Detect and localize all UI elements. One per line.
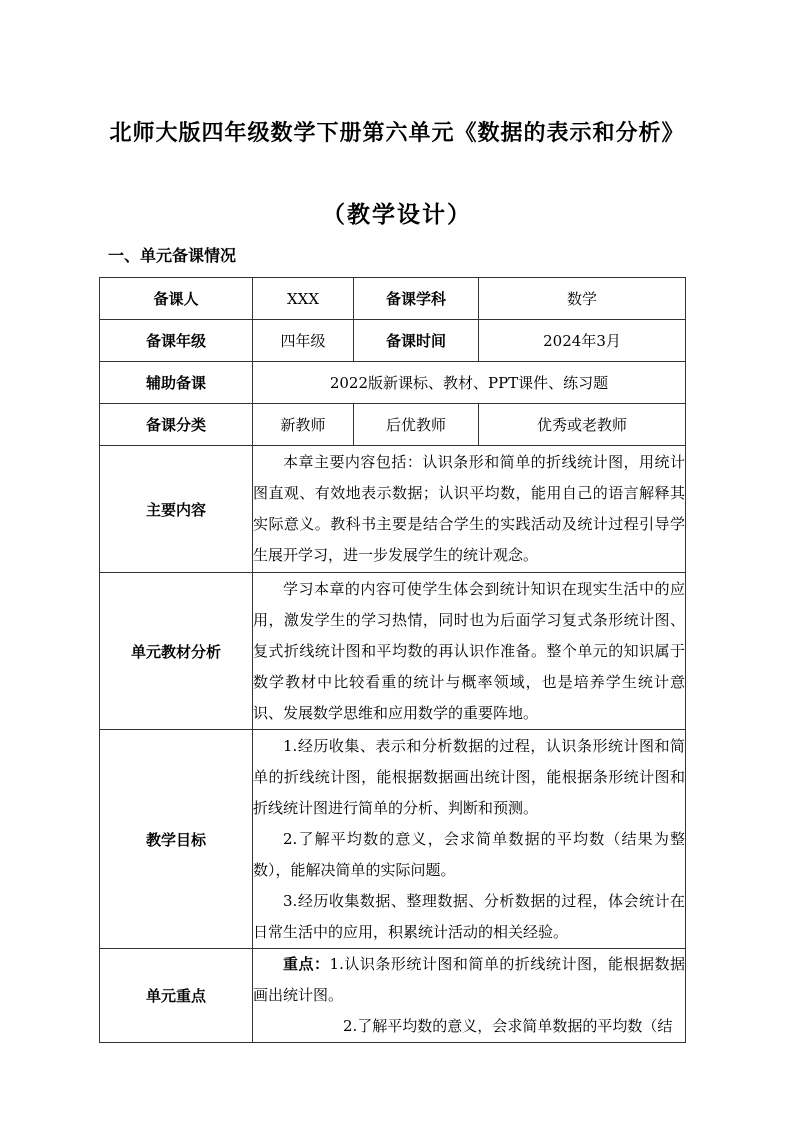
analysis-cell	[253, 573, 686, 730]
key-points-cell	[253, 949, 686, 1043]
grade-label: 备课年级	[100, 320, 253, 362]
preparer-value: XXX	[253, 278, 354, 320]
table-row	[100, 278, 686, 320]
preparer-label: 备课人	[100, 278, 253, 320]
goal-item: 1.经历收集、表示和分析数据的过程，认识条形统计图和简单的折线统计图，能根据数据画出统计图，能根据条形统计图和折线统计图进行简单的分析、判断和预测。	[253, 736, 685, 817]
table-row	[100, 730, 686, 949]
table-row	[100, 949, 686, 1043]
category-option: 优秀或老教师	[479, 404, 686, 446]
category-option: 新教师	[253, 404, 354, 446]
subject-label: 备课学科	[354, 278, 479, 320]
document-subtitle: （教学设计）	[322, 202, 472, 228]
goals-label: 教学目标	[100, 730, 253, 949]
goals-cell	[253, 730, 686, 949]
goal-item: 3.经历收集数据、整理数据、分析数据的过程，体会统计在日常生活中的应用，积累统计活动的相关经验。	[253, 891, 685, 941]
grade-value: 四年级	[253, 320, 354, 362]
analysis-text: 学习本章的内容可使学生体会到统计知识在现实生活中的应用，激发学生的学习热情，同时也为后面学习复式条形统计图、复式折线统计图和平均数的再认识作准备。整个单元的知识属于数学教材中比较看重的统计与概率领域，也是培养学生统计意识、发展数学思维和应用数学的重要阵地。	[253, 579, 685, 722]
table-row	[100, 320, 686, 362]
table-row	[100, 404, 686, 446]
time-value: 2024年3月	[479, 320, 686, 362]
main-content-text: 本章主要内容包括：认识条形和简单的折线统计图，用统计图直观、有效地表示数据；认识平均数，能用自己的语言解释其实际意义。教科书主要是结合学生的实践活动及统计过程引导学生展开学习，进一步发展学生的统计观念。	[253, 453, 685, 564]
key-points-line1: 1.认识条形统计图和简单的折线统计图，能根据数据画出统计图。	[253, 955, 685, 1004]
section-heading: 一、单元备课情况	[108, 246, 237, 265]
subject-value: 数学	[479, 278, 686, 320]
main-content-label: 主要内容	[100, 446, 253, 573]
document-title: 北师大版四年级数学下册第六单元《数据的表示和分析》	[109, 121, 685, 146]
goal-item: 2.了解平均数的意义，会求简单数据的平均数（结果为整数），能解决简单的实际问题。	[253, 829, 685, 879]
table-row	[100, 446, 686, 573]
key-points-line2: 2.了解平均数的意义，会求简单数据的平均数（结	[343, 1017, 673, 1035]
key-points-lead: 重点：	[283, 955, 330, 973]
analysis-label: 单元教材分析	[100, 573, 253, 730]
category-label: 备课分类	[100, 404, 253, 446]
resources-value: 2022版新课标、教材、PPT课件、练习题	[253, 362, 686, 404]
key-points-label: 单元重点	[100, 949, 253, 1043]
lesson-plan-table	[99, 277, 686, 1043]
category-option: 后优教师	[354, 404, 479, 446]
table-row	[100, 362, 686, 404]
table-row	[100, 573, 686, 730]
time-label: 备课时间	[354, 320, 479, 362]
resources-label: 辅助备课	[100, 362, 253, 404]
main-content-cell	[253, 446, 686, 573]
